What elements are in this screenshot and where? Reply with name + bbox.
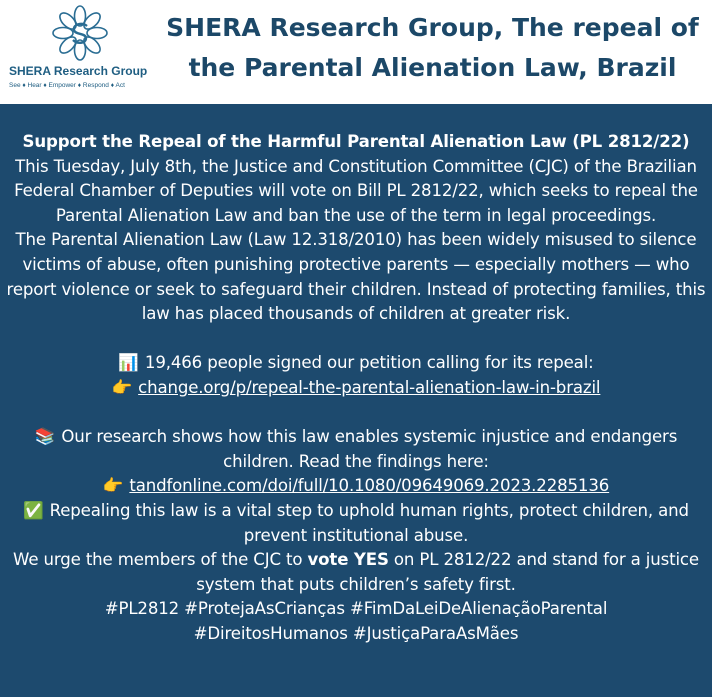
title-line-2: the Parental Alienation Law, Brazil bbox=[188, 53, 677, 82]
urge-line bbox=[0, 548, 712, 597]
petition-line bbox=[0, 351, 712, 376]
research-link-line bbox=[0, 474, 712, 499]
shera-logo bbox=[6, 4, 156, 100]
vote-yes-emphasis: vote YES bbox=[307, 550, 389, 570]
repeal-text: Repealing this law is a vital step to uphold human rights, protect children, and prevent institutional abuse. bbox=[49, 500, 689, 545]
petition-link[interactable]: change.org/p/repeal-the-parental-alienation-law-in-brazil bbox=[138, 377, 601, 397]
pointing-hand-icon: 👉 bbox=[102, 476, 124, 496]
check-mark-icon: ✅ bbox=[23, 500, 44, 520]
post-body bbox=[0, 130, 712, 646]
paragraph-law-misuse: The Parental Alienation Law (Law 12.318/2010) has been widely misused to silence victims of abuse, often punishing protective parents — especially mothers — who report violence or seek to safeguard their children. Instead of protecting families, this law has placed thousands of children at greater risk. bbox=[6, 230, 706, 324]
research-text: Our research shows how this law enables systemic injustice and endangers children. Read the findings here: bbox=[61, 427, 678, 471]
logo-tagline: See ♦ Hear ♦ Empower ♦ Respond ♦ Act bbox=[9, 82, 125, 89]
pointing-hand-icon: 👉 bbox=[111, 377, 133, 397]
hashtags-line-2: #DireitosHumanos #JustiçaParaAsMães bbox=[193, 623, 519, 643]
flower-emblem-icon bbox=[52, 4, 108, 62]
header-banner bbox=[0, 0, 712, 104]
petition-link-line bbox=[0, 376, 712, 401]
bar-chart-icon: 📊 bbox=[118, 353, 139, 373]
books-icon: 📚 bbox=[34, 427, 56, 447]
repeal-line bbox=[0, 499, 712, 548]
post-heading: Support the Repeal of the Harmful Parental Alienation Law (PL 2812/22) bbox=[22, 132, 690, 151]
logo-name: SHERA Research Group bbox=[9, 64, 148, 78]
paragraph-vote-announcement: This Tuesday, July 8th, the Justice and Constitution Committee (CJC) of the Brazilian Federal Chamber of Deputies will vote on Bill PL 2812/22, which seeks to repeal the Parental Alienation Law and ban the use of the term in legal proceedings. bbox=[14, 156, 698, 225]
petition-text: 19,466 people signed our petition calling for its repeal: bbox=[144, 353, 594, 373]
urge-text-start: We urge the members of the CJC to bbox=[13, 550, 308, 570]
urge-text-end: on PL 2812/22 and stand for a justice system that puts children’s safety first. bbox=[196, 550, 699, 594]
title-line-1: SHERA Research Group, The repeal of bbox=[166, 13, 699, 42]
page-title bbox=[160, 8, 705, 88]
research-link[interactable]: tandfonline.com/doi/full/10.1080/09649069.2023.2285136 bbox=[129, 476, 610, 496]
research-line bbox=[0, 425, 712, 474]
hashtags-line-1: #PL2812 #ProtejaAsCrianças #FimDaLeiDeAlienaçãoParental bbox=[104, 599, 608, 619]
